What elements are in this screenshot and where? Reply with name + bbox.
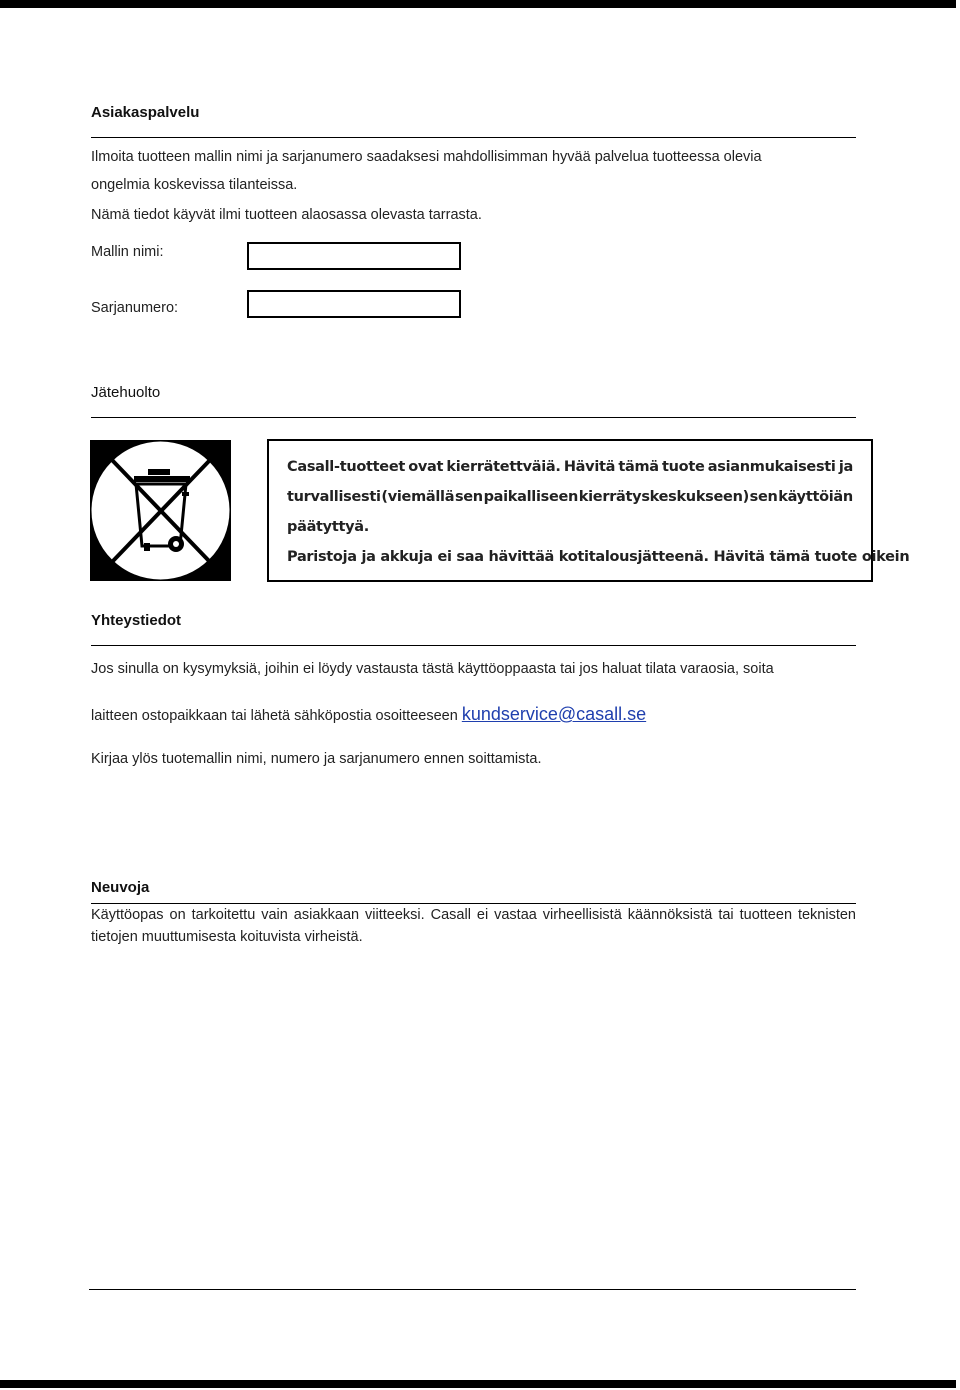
- top-border-bar: [0, 0, 956, 8]
- disposal-word: (viemällä: [381, 489, 455, 505]
- customer-service-intro-line3: Nämä tiedot käyvät ilmi tuotteen alaosassa olevasta tarrasta.: [91, 207, 482, 223]
- contact-line3: Kirjaa ylös tuotemallin nimi, numero ja sarjanumero ennen soittamista.: [91, 751, 542, 767]
- customer-service-divider: [91, 137, 856, 138]
- bottom-border-bar: [0, 1380, 956, 1388]
- disposal-line-2: [287, 489, 853, 505]
- disposal-word: sen: [454, 489, 483, 505]
- advice-text: Käyttöopas on tarkoitettu vain asiakkaan viitteeksi. Casall ei vastaa virheellisistä käännöksistä tai tuotteen teknisten tietojen muuttumisesta koituvista virheistä.: [91, 907, 856, 945]
- contact-line2: [91, 704, 646, 725]
- contact-heading: Yhteystiedot: [91, 612, 182, 629]
- disposal-word: Hävitä: [563, 459, 616, 475]
- disposal-word: kierrätettväiä.: [446, 459, 561, 475]
- customer-service-heading: Asiakaspalvelu: [91, 104, 200, 121]
- disposal-word: ovat: [408, 459, 444, 475]
- disposal-word: paikalliseen: [483, 489, 579, 505]
- serial-number-label: Sarjanumero:: [91, 300, 179, 316]
- contact-line1: Jos sinulla on kysymyksiä, joihin ei löydy vastausta tästä käyttöoppaasta tai jos haluat tilata varaosia, soita: [91, 661, 774, 677]
- crossed-out-wheelie-bin-icon: [90, 440, 231, 581]
- contact-line2-text: laitteen ostopaikkaan tai lähetä sähköpostia osoitteeseen: [91, 708, 462, 724]
- disposal-word: tämä: [618, 459, 659, 475]
- waste-heading: Jätehuolto: [91, 384, 161, 401]
- disposal-word: tuote: [662, 459, 705, 475]
- model-name-field[interactable]: [247, 242, 461, 270]
- footer-divider: [89, 1289, 856, 1290]
- disposal-line-1: [287, 459, 853, 475]
- disposal-line-4: Paristoja ja akkuja ei saa hävittää kotitalousjätteenä. Hävitä tämä tuote oikein: [287, 549, 910, 565]
- model-name-label: Mallin nimi:: [91, 244, 164, 260]
- customer-service-intro-line2: ongelmia koskevissa tilanteissa.: [91, 177, 298, 193]
- advice-heading: Neuvoja: [91, 879, 150, 896]
- contact-divider: [91, 645, 856, 646]
- disposal-word: käyttöiän: [778, 489, 853, 505]
- disposal-word: asianmukaisesti: [707, 459, 836, 475]
- disposal-line-3: päätyttyä.: [287, 519, 369, 535]
- serial-number-field[interactable]: [247, 290, 461, 318]
- disposal-word: kierrätyskeskukseen): [578, 489, 749, 505]
- disposal-info-box: [267, 439, 910, 582]
- disposal-word: sen: [749, 489, 778, 505]
- waste-divider: [91, 417, 856, 418]
- disposal-word: Casall-tuotteet: [287, 459, 405, 475]
- customer-service-intro-line1: Ilmoita tuotteen mallin nimi ja sarjanumero saadaksesi mahdollisimman hyvää palvelua tuotteessa olevia: [91, 149, 762, 165]
- disposal-word: ja: [838, 459, 853, 475]
- email-link[interactable]: kundservice@casall.se: [461, 704, 647, 724]
- disposal-word: turvallisesti: [287, 489, 381, 505]
